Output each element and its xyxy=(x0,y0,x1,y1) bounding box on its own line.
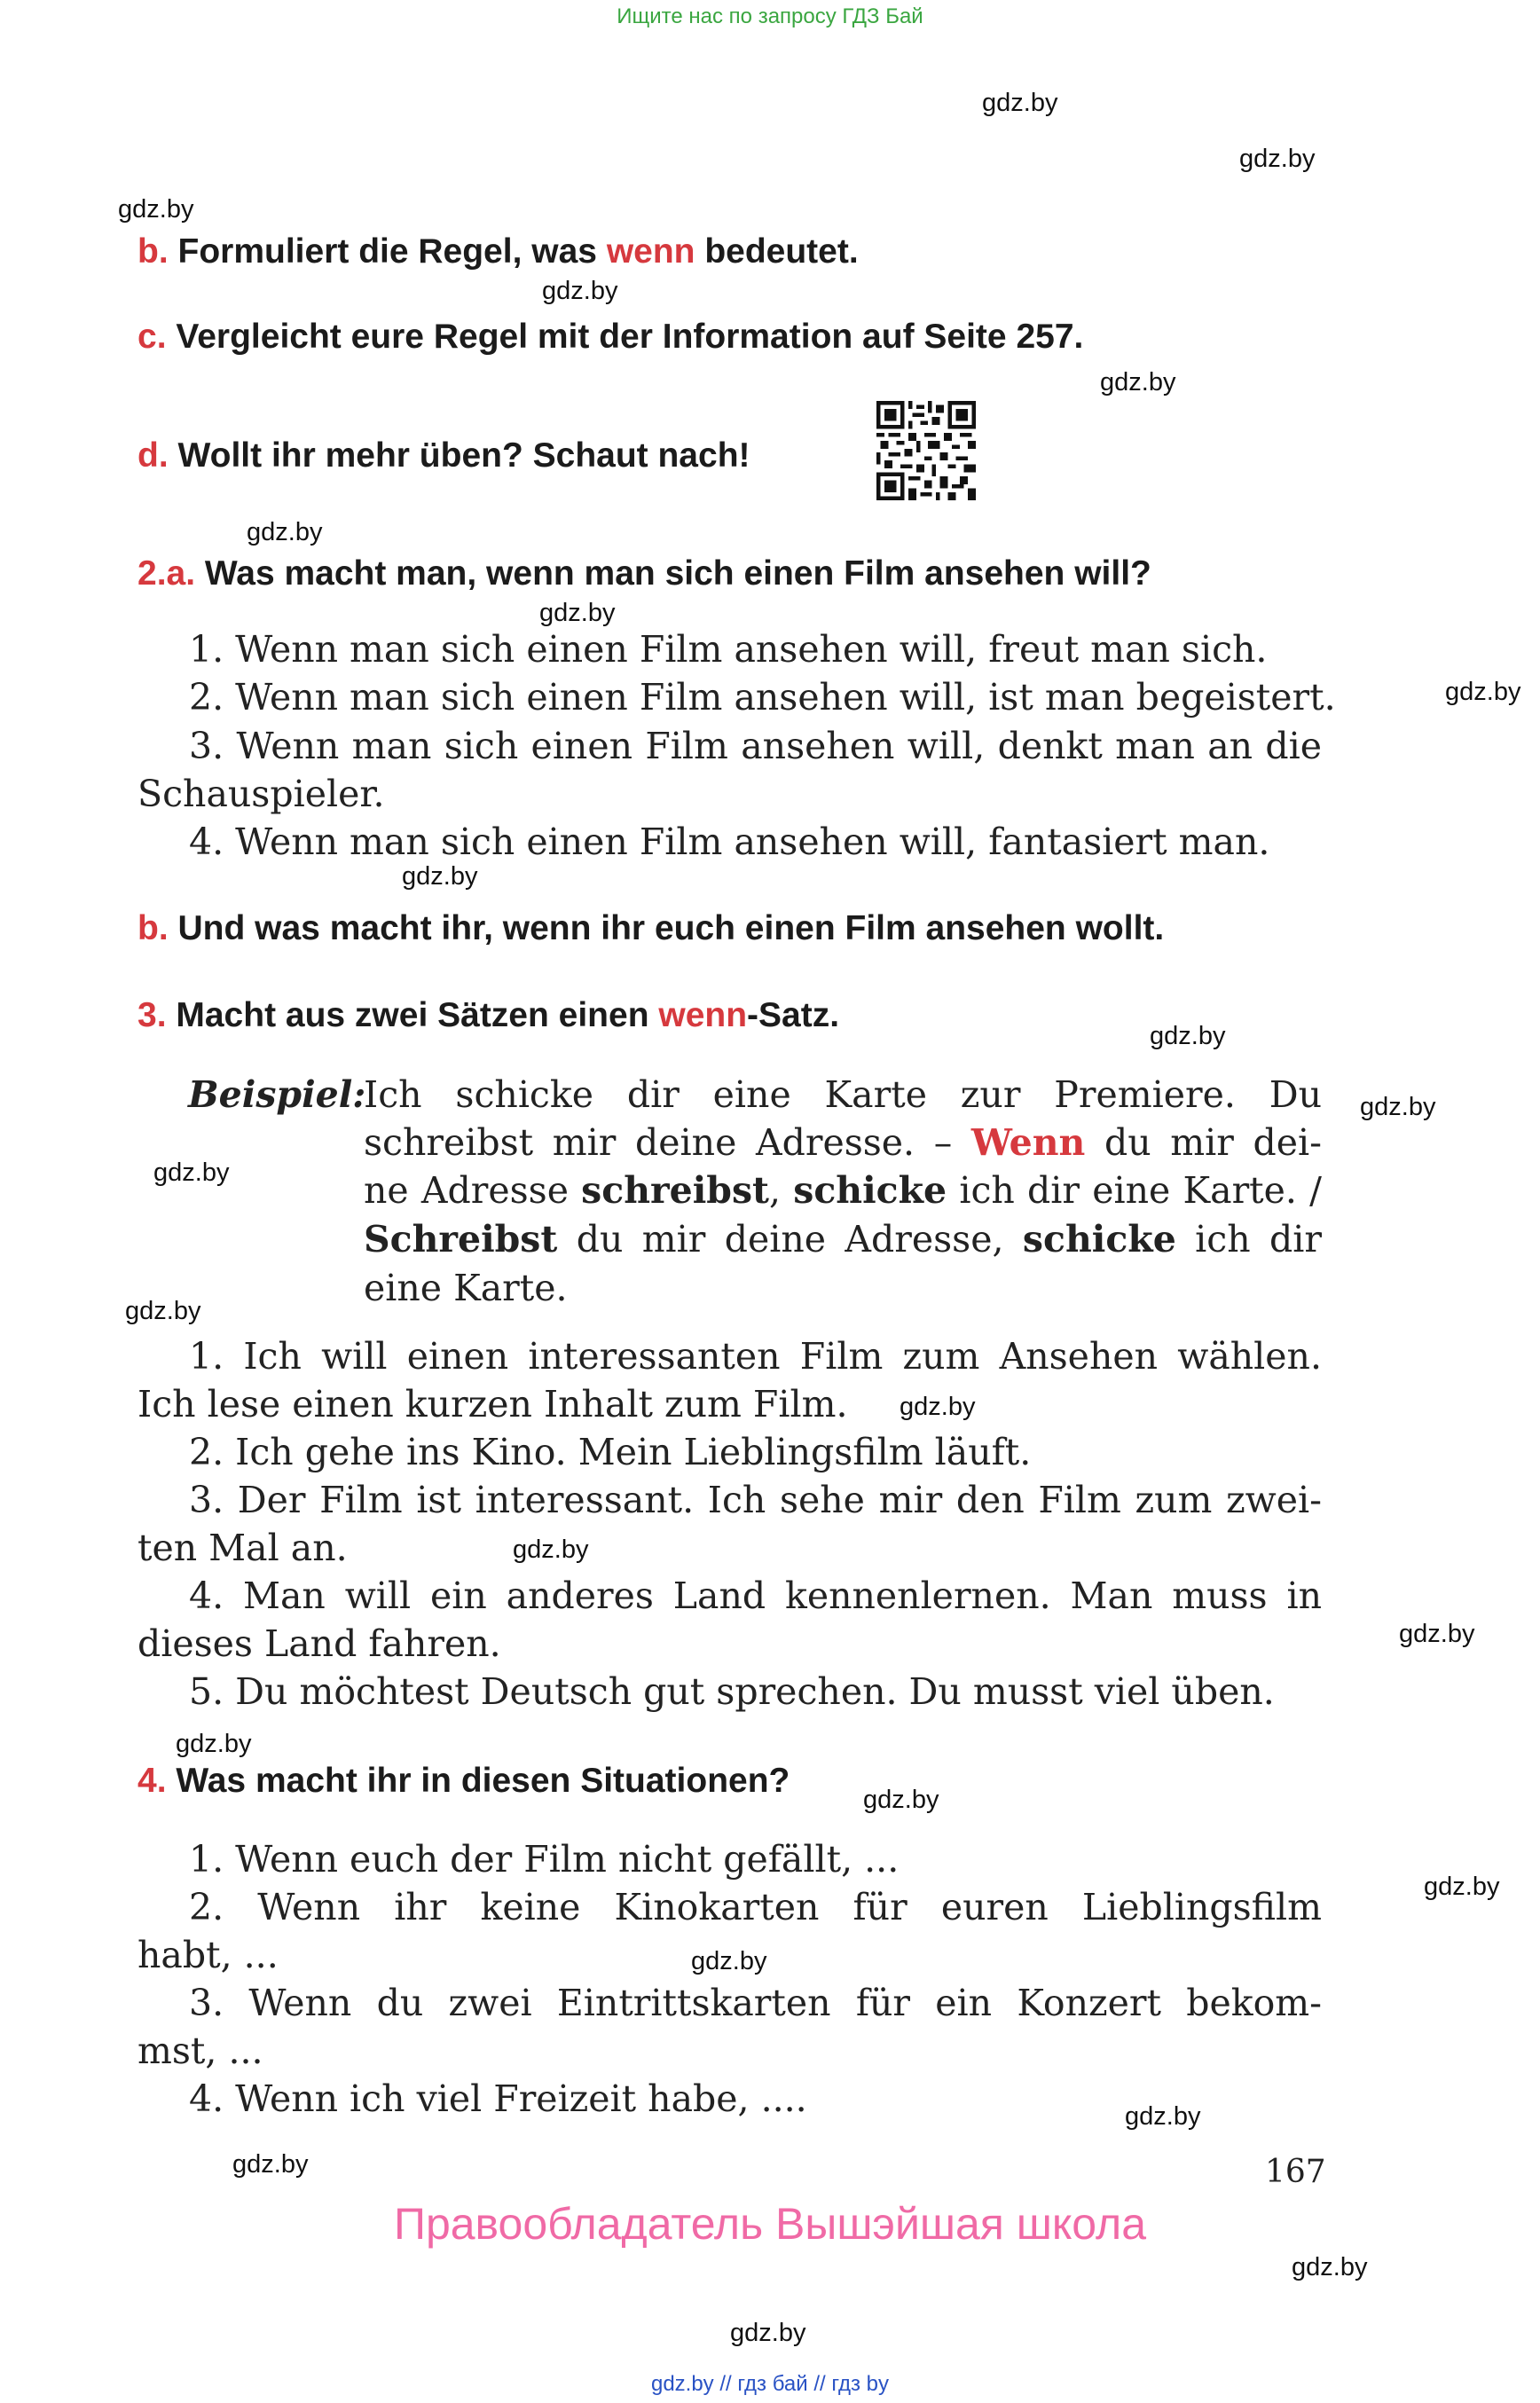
watermark: gdz.by xyxy=(539,599,616,627)
example-text: ne Adresse xyxy=(364,1169,582,1212)
watermark: gdz.by xyxy=(1424,1873,1500,1901)
bold-word: schicke xyxy=(793,1169,947,1212)
task-text: bedeutet. xyxy=(695,232,859,271)
list-item: 2. Wenn man sich einen Film ansehen will, ist man begeistert. xyxy=(189,676,1336,719)
list-item-continuation: habt, ... xyxy=(138,1934,279,1976)
example-line xyxy=(364,1169,1322,1212)
task-text: Macht aus zwei Sätzen einen xyxy=(176,996,659,1034)
task-3-heading xyxy=(138,996,839,1035)
highlight-word: wenn xyxy=(606,232,695,271)
example-text: , xyxy=(768,1169,794,1212)
watermark: gdz.by xyxy=(1125,2102,1201,2131)
watermark: gdz.by xyxy=(863,1786,939,1814)
watermark: gdz.by xyxy=(153,1158,230,1187)
example-line: Ich schicke dir eine Karte zur Premiere. Du xyxy=(364,1073,1322,1116)
task-d-heading xyxy=(138,436,750,475)
list-item: 3. Der Film ist interessant. Ich sehe mir den Film zum zwei- xyxy=(189,1479,1322,1521)
watermark: gdz.by xyxy=(118,195,194,224)
example-line: eine Karte. xyxy=(364,1267,568,1309)
page-number: 167 xyxy=(1265,2154,1326,2190)
watermark: gdz.by xyxy=(232,2150,309,2179)
watermark: gdz.by xyxy=(247,518,323,546)
list-item-continuation: mst, ... xyxy=(138,2030,263,2072)
watermark: gdz.by xyxy=(542,277,618,305)
task-label: c. xyxy=(138,318,167,356)
list-item: 5. Du möchtest Deutsch gut sprechen. Du musst viel üben. xyxy=(189,1670,1275,1713)
list-item-continuation: Schauspieler. xyxy=(138,773,385,815)
task-label: b. xyxy=(138,909,169,947)
watermark: gdz.by xyxy=(402,862,478,891)
watermark: gdz.by xyxy=(1100,368,1176,397)
example-text: schreibst mir deine Adresse. – xyxy=(364,1121,971,1164)
watermark: gdz.by xyxy=(176,1730,252,1758)
task-4-heading xyxy=(138,1762,790,1801)
example-line xyxy=(364,1121,1322,1164)
task-text: Was macht ihr in diesen Situationen? xyxy=(176,1762,790,1800)
task-label: 4. xyxy=(138,1762,167,1800)
task-text: Formuliert die Regel, was xyxy=(177,232,607,271)
watermark: gdz.by xyxy=(1150,1022,1226,1050)
task-text: -Satz. xyxy=(747,996,840,1034)
watermark: gdz.by xyxy=(982,89,1058,117)
footer-links[interactable]: gdz.by // гдз бай // гдз by xyxy=(650,2372,890,2396)
task-text: Und was macht ihr, wenn ihr euch einen Film ansehen wollt. xyxy=(177,909,1165,947)
watermark: gdz.by xyxy=(1360,1093,1436,1121)
list-item-continuation: ten Mal an. xyxy=(138,1527,348,1569)
list-item: 2. Wenn ihr keine Kinokarten für euren Lieblingsfilm xyxy=(189,1886,1322,1928)
list-item: 4. Wenn man sich einen Film ansehen will, fantasiert man. xyxy=(189,821,1270,863)
task-text: Was macht man, wenn man sich einen Film ansehen will? xyxy=(204,554,1151,593)
bold-word: Schreibst xyxy=(364,1218,558,1260)
watermark: gdz.by xyxy=(730,2319,806,2347)
watermark: gdz.by xyxy=(1445,678,1521,706)
watermark: gdz.by xyxy=(1292,2253,1368,2281)
list-item-continuation: dieses Land fahren. xyxy=(138,1622,501,1665)
list-item: 1. Ich will einen interessanten Film zum Ansehen wählen. xyxy=(189,1335,1322,1378)
highlight-word: Wenn xyxy=(970,1121,1086,1164)
list-item: 2. Ich gehe ins Kino. Mein Lieblingsfilm läuft. xyxy=(189,1431,1032,1473)
example-text: du mir dei- xyxy=(1085,1121,1322,1164)
bold-word: schicke xyxy=(1022,1218,1176,1260)
task-2a-heading xyxy=(138,554,1151,593)
task-c-heading xyxy=(138,318,1083,357)
task-2b-heading xyxy=(138,909,1164,948)
list-item: 3. Wenn man sich einen Film ansehen will, denkt man an die xyxy=(189,725,1322,767)
bold-word: schreibst xyxy=(581,1169,769,1212)
highlight-word: wenn xyxy=(658,996,748,1034)
task-label: 2.a. xyxy=(138,554,196,593)
list-item: 4. Wenn ich viel Freizeit habe, .... xyxy=(189,2077,807,2120)
list-item: 4. Man will ein anderes Land kennenlernen. Man muss in xyxy=(189,1575,1322,1617)
watermark: gdz.by xyxy=(125,1297,201,1325)
task-text: Vergleicht eure Regel mit der Information auf Seite 257. xyxy=(176,318,1084,356)
task-label: 3. xyxy=(138,996,167,1034)
watermark: gdz.by xyxy=(513,1535,589,1564)
example-text: du mir deine Adresse, xyxy=(557,1218,1023,1260)
example-label: Beispiel: xyxy=(188,1073,366,1116)
watermark: gdz.by xyxy=(1399,1620,1475,1648)
example-text: ich dir eine Karte. / xyxy=(947,1169,1322,1212)
rights-holder: Правообладатель Вышэйшая школа xyxy=(394,2199,1146,2249)
qr-code-icon[interactable] xyxy=(876,401,976,500)
list-item: 1. Wenn man sich einen Film ansehen will, freut man sich. xyxy=(189,628,1268,671)
list-item: 1. Wenn euch der Film nicht gefällt, ... xyxy=(189,1838,900,1881)
watermark: gdz.by xyxy=(691,1947,767,1975)
task-b-heading xyxy=(138,232,859,271)
watermark: gdz.by xyxy=(1239,145,1316,173)
task-label: b. xyxy=(138,232,169,271)
example-text: ich dir xyxy=(1175,1218,1322,1260)
list-item: 3. Wenn du zwei Eintrittskarten für ein Konzert bekom- xyxy=(189,1982,1322,2024)
example-line xyxy=(364,1218,1322,1260)
header-text: Ищите нас по запросу ГДЗ Бай xyxy=(617,4,923,28)
task-label: d. xyxy=(138,436,169,475)
list-item-continuation: Ich lese einen kurzen Inhalt zum Film. xyxy=(138,1383,848,1425)
task-text: Wollt ihr mehr üben? Schaut nach! xyxy=(177,436,750,475)
watermark: gdz.by xyxy=(900,1393,976,1421)
